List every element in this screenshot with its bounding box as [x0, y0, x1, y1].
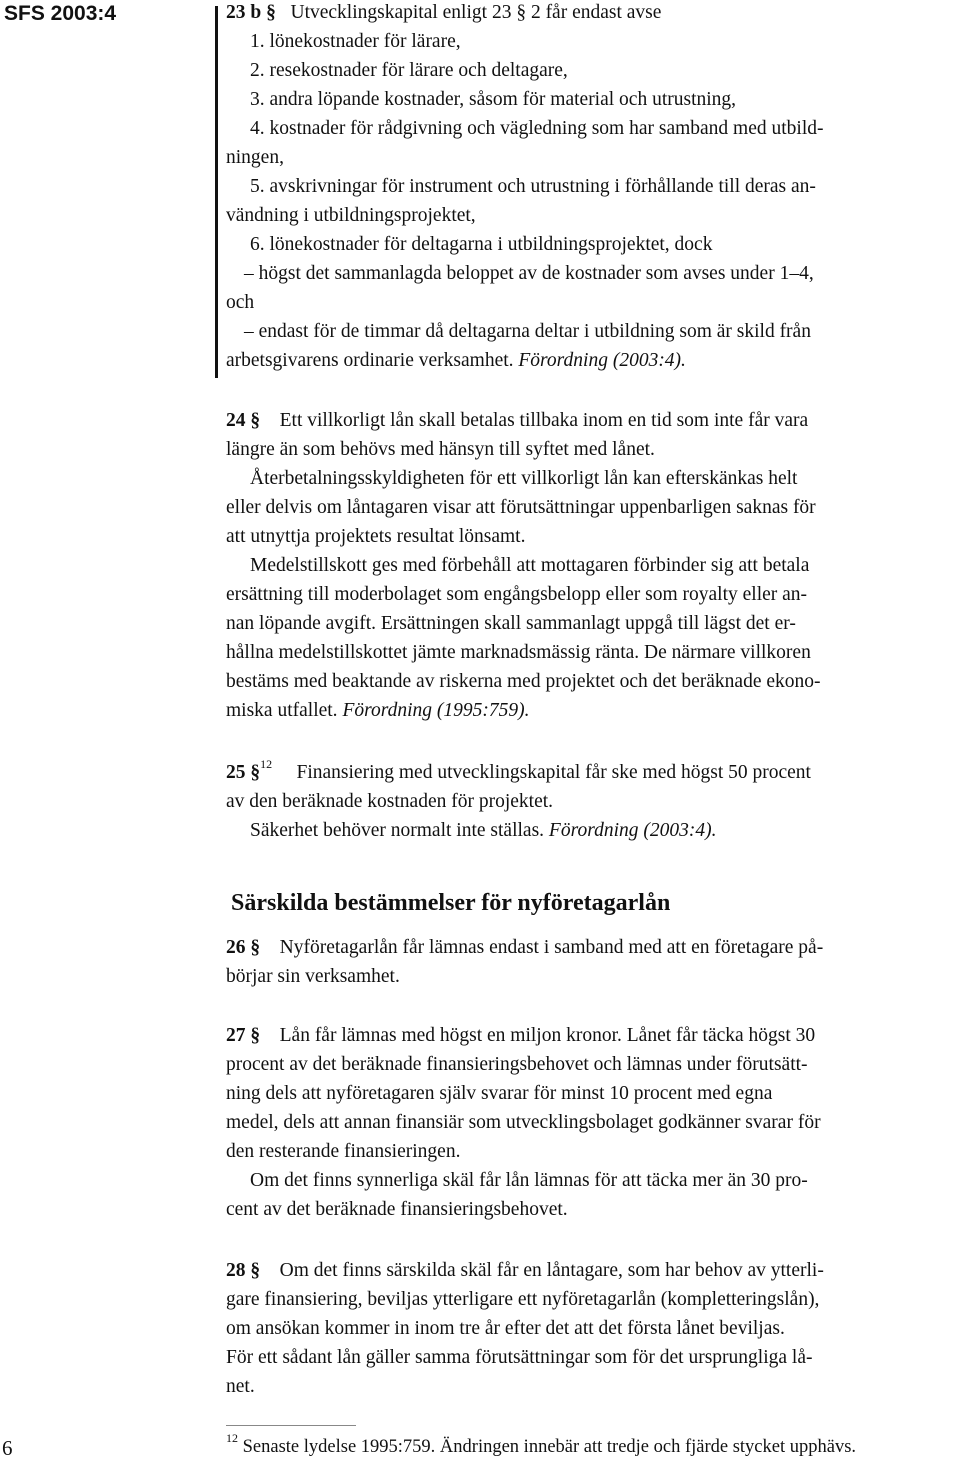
citation: Förordning (1995:759). [342, 700, 530, 721]
footnote-text: Senaste lydelse 1995:759. Ändringen innebär att tredje och fjärde stycket upphävs. [242, 1437, 857, 1457]
paragraph-text: Utvecklingskapital enligt 23 § 2 får endast avse [290, 2, 662, 23]
list-item-cont: vändning i utbildningsprojektet, [226, 205, 476, 226]
section-sign: § [250, 410, 261, 431]
paragraph-line: Om det finns synnerliga skäl får lån lämnas för att täcka mer än 30 pro- [250, 1170, 808, 1191]
section-sign: § [250, 1025, 261, 1046]
paragraph-line: net. [226, 1376, 255, 1397]
footnote [226, 1430, 857, 1460]
paragraph-line: börjar sin verksamhet. [226, 966, 400, 987]
paragraph-line [250, 818, 716, 844]
footnote-marker: 12 [226, 1430, 238, 1445]
paragraph-line: procent av det beräknade finansieringsbehovet och lämnas under förutsätt- [226, 1054, 808, 1075]
list-item: 1. lönekostnader för lärare, [250, 31, 461, 52]
paragraph-text: Ett villkorligt lån skall betalas tillbaka inom en tid som inte får vara [279, 410, 809, 431]
page-number: 6 [2, 1436, 13, 1460]
list-item: 4. kostnader för rådgivning och vägledning som har samband med utbild- [250, 118, 824, 139]
paragraph-line: Medelstillskott ges med förbehåll att mottagaren förbinder sig att betala [250, 555, 810, 576]
paragraph-line: gare finansiering, beviljas ytterligare ett nyföretagarlån (kompletteringslån), [226, 1289, 820, 1310]
section-25-first-line [226, 756, 811, 786]
list-item: 2. resekostnader för lärare och deltagare, [250, 60, 568, 81]
section-number: 25 [226, 762, 246, 783]
section-28-first-line [226, 1258, 824, 1284]
paragraph-text: Finansiering med utvecklingskapital får ske med högst 50 procent [296, 762, 811, 783]
section-23b-first-line [226, 0, 661, 26]
paragraph-line: eller delvis om låntagaren visar att förutsättningar uppenbarligen saknas för [226, 497, 816, 518]
paragraph-line: cent av det beräknade finansieringsbehovet. [226, 1199, 568, 1220]
section-sign: § [250, 762, 261, 783]
dash-item-cont [226, 348, 686, 374]
list-item: 5. avskrivningar för instrument och utrustning i förhållande till deras an- [250, 176, 816, 197]
paragraph-line: om ansökan kommer in inom tre år efter det att det första lånet beviljas. [226, 1318, 785, 1339]
dash-item-cont: och [226, 292, 255, 313]
section-26-first-line [226, 935, 823, 961]
section-number: 27 [226, 1025, 246, 1046]
citation: Förordning (2003:4). [548, 820, 717, 841]
paragraph-text: Lån får lämnas med högst en miljon kronor. Lånet får täcka högst 30 [279, 1025, 816, 1046]
section-number: 26 [226, 937, 246, 958]
paragraph-line: att utnyttja projektets resultat lönsamt. [226, 526, 526, 547]
paragraph-line [226, 698, 529, 724]
paragraph-line: hållna medelstillskottet jämte marknadsmässig ränta. De närmare villkoren [226, 642, 811, 663]
list-item: 6. lönekostnader för deltagarna i utbildningsprojektet, dock [250, 234, 713, 255]
paragraph-text: miska utfallet. [226, 700, 338, 721]
section-sign: § [266, 2, 276, 23]
dash-item-text: arbetsgivarens ordinarie verksamhet. [226, 350, 514, 371]
list-item-cont: ningen, [226, 147, 284, 168]
dash-item: – endast för de timmar då deltagarna deltar i utbildning som är skild från [244, 321, 811, 342]
citation: Förordning (2003:4). [518, 350, 686, 371]
paragraph-line: medel, dels att annan finansiär som utvecklingsbolaget godkänner svarar för [226, 1112, 821, 1133]
section-heading: Särskilda bestämmelser för nyföretagarlån [231, 890, 671, 916]
dash-item: – högst det sammanlagda beloppet av de kostnader som avses under 1–4, [244, 263, 814, 284]
footnote-ref: 12 [260, 756, 273, 771]
list-item: 3. andra löpande kostnader, såsom för material och utrustning, [250, 89, 737, 110]
footnote-rule [226, 1425, 356, 1426]
paragraph-line: ersättning till moderbolaget som engångsbelopp eller som royalty eller an- [226, 584, 808, 605]
paragraph-line: längre än som behövs med hänsyn till syftet med lånet. [226, 439, 655, 460]
paragraph-line: av den beräknade kostnaden för projektet. [226, 791, 554, 812]
sfs-label: SFS 2003:4 [4, 2, 117, 25]
paragraph-line: ning dels att nyföretagaren själv svarar för minst 10 procent med egna [226, 1083, 773, 1104]
section-27-first-line [226, 1023, 815, 1049]
paragraph-text: Om det finns särskilda skäl får en låntagare, som har behov av ytterli- [279, 1260, 824, 1281]
section-number: 28 [226, 1260, 246, 1281]
paragraph-line: den resterande finansieringen. [226, 1141, 461, 1162]
paragraph-line: bestäms med beaktande av riskerna med projektet och det beräknade ekono- [226, 671, 821, 692]
paragraph-text: Säkerhet behöver normalt inte ställas. [250, 820, 545, 841]
section-sign: § [250, 937, 261, 958]
paragraph-line: Återbetalningsskyldigheten för ett villkorligt lån kan efterskänkas helt [250, 468, 798, 489]
section-number: 23 b [226, 2, 262, 23]
paragraph-line: För ett sådant lån gäller samma förutsättningar som för det ursprungliga lå- [226, 1347, 813, 1368]
section-24-first-line [226, 408, 808, 434]
paragraph-text: Nyföretagarlån får lämnas endast i samband med att en företagare på- [279, 937, 824, 958]
section-number: 24 [226, 410, 246, 431]
paragraph-line: nan löpande avgift. Ersättningen skall sammanlagt uppgå till lägst det er- [226, 613, 796, 634]
change-bar [215, 6, 218, 378]
section-sign: § [250, 1260, 261, 1281]
